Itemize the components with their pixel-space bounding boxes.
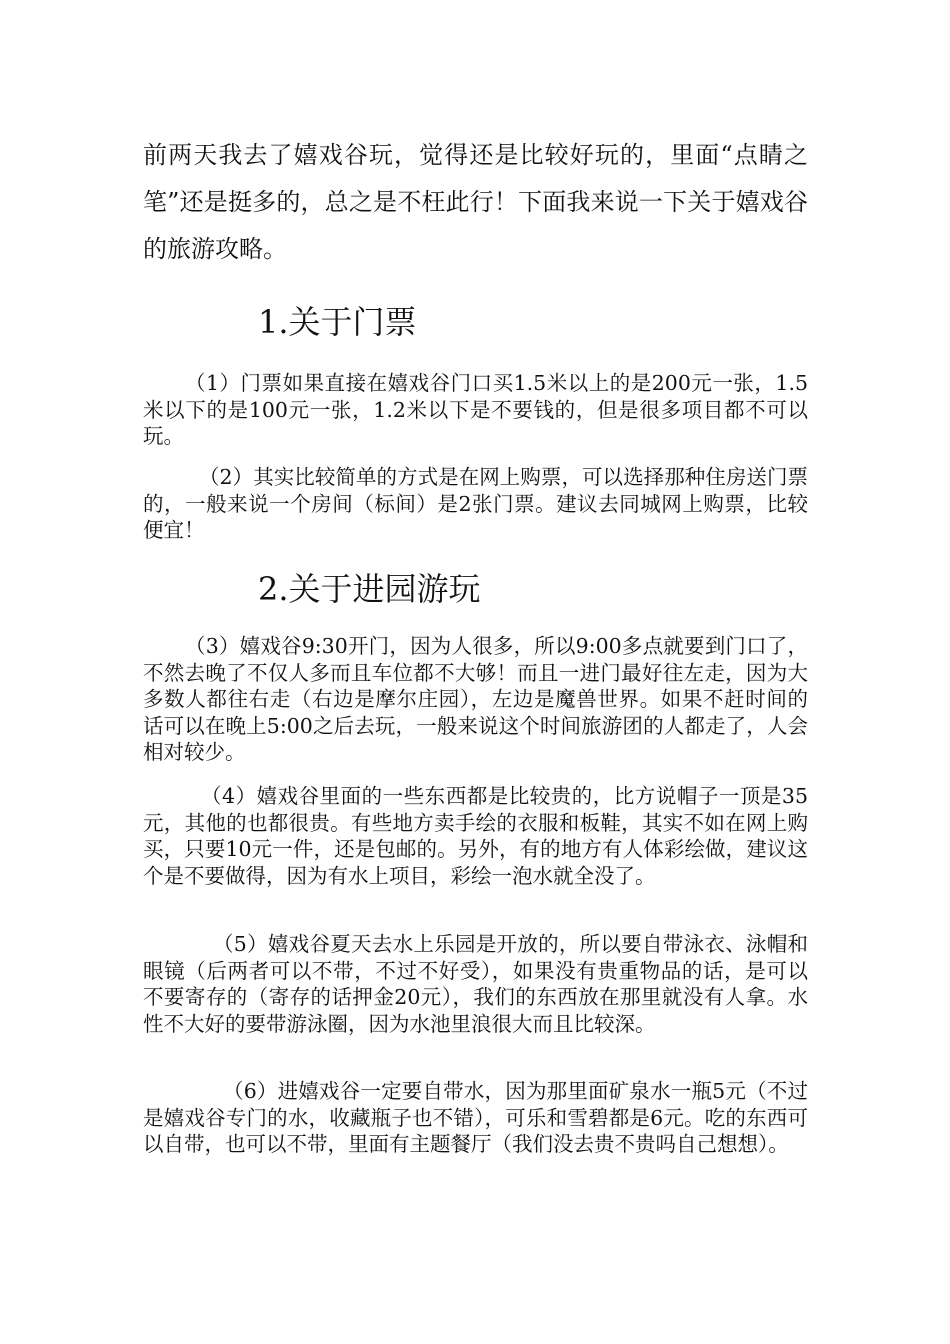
intro-paragraph: 前两天我去了嬉戏谷玩，觉得还是比较好玩的，里面“点睛之笔”还是挺多的，总之是不枉此行！下面我来说一下关于嬉戏谷的旅游攻略。 [143,141,808,263]
section-heading-tickets: 1.关于门票 [258,303,417,341]
paragraph-2: （2）其实比较简单的方式是在网上购票，可以选择那种住房送门票的，一般来说一个房间（标间）是2张门票。建议去同城网上购票，比较便宜！ [143,465,808,542]
paragraph-6: （6）进嬉戏谷一定要自带水，因为那里面矿泉水一瓶5元（不过是嬉戏谷专门的水，收藏瓶子也不错），可乐和雪碧都是6元。吃的东西可以自带，也可以不带，里面有主题餐厅（我们没去贵不贵吗自己想想）。 [143,1079,808,1156]
paragraph-1: （1）门票如果直接在嬉戏谷门口买1.5米以上的是200元一张，1.5米以下的是100元一张，1.2米以下是不要钱的，但是很多项目都不可以玩。 [143,371,808,448]
section-heading-park-visit: 2.关于进园游玩 [258,570,481,608]
paragraph-5: （5）嬉戏谷夏天去水上乐园是开放的，所以要自带泳衣、泳帽和眼镜（后两者可以不带，不过不好受），如果没有贵重物品的话，是可以不要寄存的（寄存的话押金20元），我们的东西放在那里就没有人拿。水性不大好的要带游泳圈，因为水池里浪很大而且比较深。 [143,932,808,1036]
paragraph-4: （4）嬉戏谷里面的一些东西都是比较贵的，比方说帽子一顶是35元，其他的也都很贵。有些地方卖手绘的衣服和板鞋，其实不如在网上购买，只要10元一件，还是包邮的。另外，有的地方有人体彩绘做，建议这个是不要做得，因为有水上项目，彩绘一泡水就全没了。 [143,784,808,888]
paragraph-3: （3）嬉戏谷9:30开门，因为人很多，所以9:00多点就要到门口了，不然去晚了不仅人多而且车位都不大够！而且一进门最好往左走，因为大多数人都往右走（右边是摩尔庄园），左边是魔兽世界。如果不赶时间的话可以在晚上5:00之后去玩，一般来说这个时间旅游团的人都走了，人会相对较少。 [143,634,808,764]
